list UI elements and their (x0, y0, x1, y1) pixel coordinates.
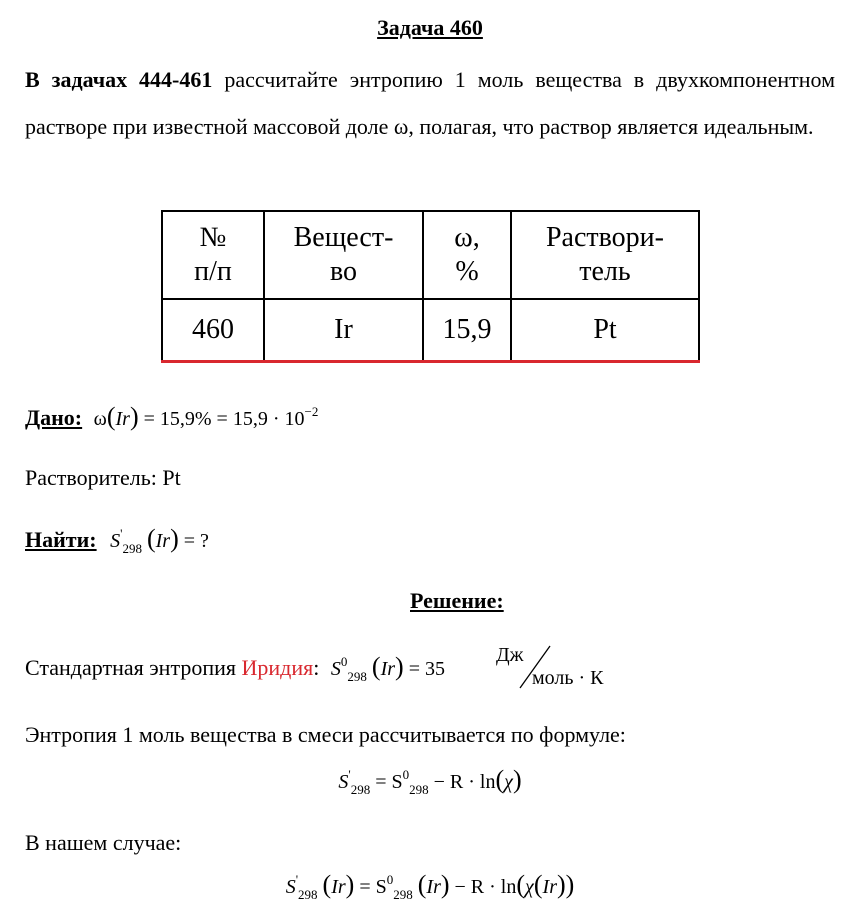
our-case-line: В нашем случае: (25, 830, 182, 855)
header-substance: Вещест- во (264, 211, 423, 299)
case-formula: $S'_{298}$ $(Ir) = S^0_{298}$ (Ir) − R · ln(χ(Ir)) (285, 870, 575, 902)
cell-solvent: Pt (511, 299, 699, 362)
general-formula: $S'_{298} = S^0_{298} - R \cdot \ln(\chi)$ (338, 765, 522, 797)
given-label: Дано: (25, 405, 83, 430)
unit-denominator: моль · К (532, 667, 604, 689)
formula-intro: Энтропия 1 моль вещества в смеси рассчитывается по формуле: (25, 722, 626, 747)
header-omega: ω, % (423, 211, 511, 299)
solution-heading: Решение: (410, 588, 504, 613)
header-solvent: Раствори- тель (511, 211, 699, 299)
element-name: Иридия (241, 655, 314, 680)
find-formula: $S'_{298}$ (Ir) = ? (110, 524, 209, 556)
header-number: № п/п (162, 211, 264, 299)
find-line (25, 524, 209, 554)
solvent-line: Растворитель: Pt (25, 465, 181, 490)
given-line (25, 402, 318, 432)
cell-substance: Ir (264, 299, 423, 362)
given-formula: $\omega(Ir) = 15,9\% = 15,9 \cdot 10^{-2}$ (93, 402, 319, 431)
table-header-row (162, 211, 699, 299)
standard-entropy-line: Стандартная энтропия Иридия: $S^0_{298}$ (Ir) = 35 (25, 652, 445, 684)
unit-numerator: Дж (496, 644, 524, 666)
problem-statement: рассчитайте энтропию 1 моль вещества в двухкомпонентном растворе при известной массовой доле ω, полагая, что раствор является идеальным. (25, 67, 836, 139)
table-row (162, 299, 699, 362)
data-table (161, 210, 700, 363)
page-title: Задача 460 (377, 15, 483, 40)
find-label: Найти: (25, 527, 97, 552)
problem-text (25, 56, 835, 150)
problem-range: В задачах 444-461 (25, 67, 213, 92)
cell-omega: 15,9 (423, 299, 511, 362)
cell-number: 460 (162, 299, 264, 362)
standard-entropy-formula: $S^0_{298}$ (Ir) = 35 (330, 652, 445, 684)
